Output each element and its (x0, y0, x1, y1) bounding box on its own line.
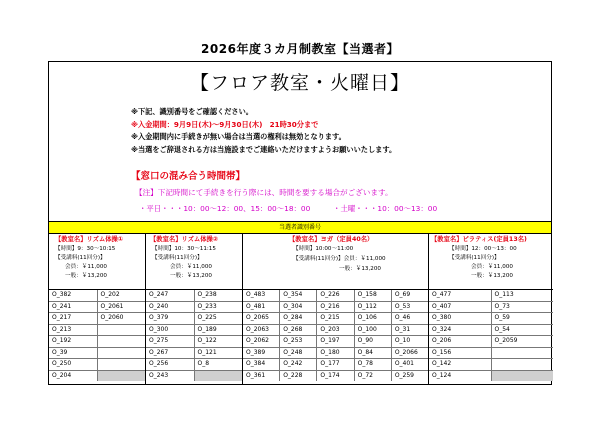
member-fee: 会員：￥11,000 (65, 264, 107, 270)
winner-id-cell: O_238 (197, 291, 217, 298)
winner-id-cell: O_304 (280, 302, 317, 313)
winner-id-cell: O_192 (49, 336, 98, 347)
notice-line: ※入金期間内に手続きが無い場合は当選の権利は無効となります。 (131, 132, 346, 141)
winner-id-cell (98, 371, 146, 382)
winner-id-cell (492, 348, 554, 359)
winner-id-cell: O_401 (394, 360, 414, 367)
table-row (146, 359, 242, 371)
winner-id-cell: O_213 (49, 325, 98, 336)
fee-label: 【受講料(11回分)】 (152, 255, 203, 261)
table-row (49, 313, 145, 325)
winner-id-cell: O_124 (429, 371, 492, 382)
winner-id-cell: O_477 (429, 290, 492, 301)
winner-id-cell: O_78 (355, 359, 392, 370)
winner-id-cell: O_259 (394, 371, 414, 379)
winner-id-cell: O_243 (146, 371, 195, 382)
winner-id-cell: O_268 (280, 325, 317, 336)
winner-id-cell: O_2066 (394, 348, 418, 356)
winner-id-cell: O_180 (317, 348, 354, 359)
winner-id-cell: O_54 (494, 325, 510, 333)
winner-id-cell: O_8 (197, 360, 210, 367)
class-info (146, 233, 242, 289)
class-name: 【教室名】ヨガ（定員40名） (289, 236, 374, 243)
winner-id-cell: O_2060 (100, 314, 124, 321)
winner-id-table (49, 289, 145, 381)
class-time: 【時間】10：30〜11:15 (152, 246, 216, 252)
winner-id-cell: O_100 (355, 325, 392, 336)
banner-title: 【フロア教室・火曜日】 (189, 72, 410, 94)
table-row (429, 371, 553, 382)
class-time: 【時間】10:00〜11:00 (293, 246, 354, 252)
class-time: 【時間】12：00〜13：00 (449, 246, 517, 252)
winner-id-cell: O_2065 (243, 313, 280, 324)
table-row (146, 371, 242, 382)
winner-id-cell: O_2062 (243, 336, 280, 347)
table-row (429, 325, 553, 337)
table-row (146, 302, 242, 314)
winner-id-table (146, 289, 242, 381)
winner-id-cell: O_10 (394, 337, 411, 344)
winner-id-cell: O_73 (494, 302, 510, 310)
winner-id-cell: O_197 (317, 336, 354, 347)
winner-id-cell: O_483 (243, 290, 280, 301)
winner-id-cell (98, 348, 146, 359)
winner-id-table (243, 289, 428, 381)
winner-id-cell: O_250 (49, 359, 98, 370)
winner-id-cell: O_300 (146, 325, 195, 336)
winner-id-cell: O_389 (243, 348, 280, 359)
notice-line: ※下記、識別番号をご確認ください。 (131, 107, 253, 116)
table-row (49, 348, 145, 360)
winner-id-cell: O_142 (429, 359, 492, 370)
winner-id-cell: O_226 (317, 290, 354, 301)
class-column (146, 233, 243, 385)
winner-id-cell: O_284 (280, 313, 317, 324)
notice-line: ※当選をご辞退される方は当施設までご連絡いただけますようお願いいたします。 (131, 144, 397, 154)
member-fee: 会員：￥11,000 (343, 256, 386, 262)
winner-id-cell: O_189 (197, 325, 217, 333)
fee-label: 【受講料(11回分)】 (293, 256, 344, 262)
payment-period-notice: ※入金期間：9月9日(木)〜9月30日(木) 21時30分まで (131, 119, 319, 129)
winner-id-cell: O_46 (394, 314, 411, 321)
winner-id-cell: O_247 (146, 290, 195, 301)
table-row (49, 336, 145, 348)
general-fee: 一般：￥13,200 (471, 273, 513, 279)
class-columns (49, 233, 551, 385)
table-row (429, 302, 553, 314)
class-info (49, 233, 145, 289)
winner-id-cell: O_481 (243, 302, 280, 313)
fee-label: 【受講料(11回分)】 (55, 255, 106, 261)
table-row (49, 290, 145, 302)
winner-id-cell: O_39 (49, 348, 98, 359)
winner-id-cell: O_202 (100, 291, 120, 298)
winner-id-cell: O_156 (429, 348, 492, 359)
class-time: 【時間】9：30〜10:15 (55, 246, 116, 252)
winner-id-cell: O_361 (243, 371, 280, 382)
winner-id-cell: O_72 (355, 371, 392, 382)
winner-sheet (48, 61, 552, 385)
winner-id-strip: 当選者識別番号 (49, 221, 551, 234)
fee-row (293, 255, 386, 264)
table-row (243, 302, 428, 314)
winner-id-cell (492, 359, 554, 370)
table-row (49, 325, 145, 337)
table-row (243, 325, 428, 337)
winner-id-cell: O_203 (317, 325, 354, 336)
class-name: 【教室名】ピラティス(定員13名) (431, 236, 527, 243)
winner-id-cell: O_106 (355, 313, 392, 324)
table-row (146, 348, 242, 360)
document-title: 2026年度３カ月制教室【当選者】 (201, 42, 399, 56)
winner-id-cell: O_275 (146, 336, 195, 347)
member-fee: 会員：￥11,000 (170, 264, 212, 270)
winner-id-cell: O_2059 (494, 337, 518, 344)
winner-id-cell: O_382 (49, 290, 98, 301)
table-row (49, 359, 145, 371)
member-fee: 会員：￥11,000 (471, 264, 513, 270)
winner-id-cell: O_324 (429, 325, 492, 336)
winner-id-cell: O_253 (280, 336, 317, 347)
winner-id-cell: O_69 (394, 291, 411, 298)
crowded-times (139, 203, 437, 214)
winner-id-cell: O_174 (317, 371, 354, 382)
table-row (243, 359, 428, 371)
table-row (429, 290, 553, 302)
winner-id-cell: O_240 (146, 302, 195, 313)
class-column (49, 233, 146, 385)
notice-list (131, 106, 396, 156)
winner-id-cell (98, 325, 146, 336)
winner-id-cell: O_354 (280, 290, 317, 301)
winner-id-cell: O_204 (49, 371, 98, 382)
table-row (49, 371, 145, 382)
winner-id-cell: O_84 (355, 348, 392, 359)
winner-id-cell (492, 371, 554, 382)
general-fee: 一般：￥13,200 (65, 273, 107, 279)
winner-id-cell: O_242 (280, 359, 317, 370)
table-row (146, 290, 242, 302)
class-info (243, 233, 428, 289)
winner-id-cell: O_217 (49, 313, 98, 324)
winner-id-cell: O_31 (394, 325, 411, 333)
winner-id-cell (195, 371, 243, 382)
winner-id-cell: O_59 (494, 314, 510, 321)
table-row (146, 325, 242, 337)
winner-id-cell: O_121 (197, 348, 217, 356)
winner-id-cell: O_228 (280, 371, 317, 382)
class-name: 【教室名】リズム体操② (150, 236, 219, 243)
table-row (243, 336, 428, 348)
winner-id-cell: O_53 (394, 302, 411, 310)
winner-id-cell: O_384 (243, 359, 280, 370)
winner-id-cell: O_2063 (243, 325, 280, 336)
winner-id-cell: O_90 (355, 336, 392, 347)
winner-id-cell: O_380 (429, 313, 492, 324)
general-fee: 一般：￥13,200 (339, 266, 381, 272)
table-row (49, 302, 145, 314)
winner-id-cell: O_2061 (100, 302, 124, 310)
class-column (429, 233, 553, 385)
winner-id-cell (98, 336, 146, 347)
caution-note: 【注】下記時間にて手続きを行う際には、時間を要する場合がございます。 (135, 188, 393, 197)
table-row (429, 336, 553, 348)
winner-id-cell: O_216 (317, 302, 354, 313)
table-row (243, 371, 428, 382)
winner-id-cell: O_248 (280, 348, 317, 359)
table-row (243, 290, 428, 302)
general-fee: 一般：￥13,200 (170, 273, 212, 279)
crowded-hours-heading: 【窓口の混み合う時間帯】 (131, 171, 246, 182)
table-row (429, 348, 553, 360)
table-row (429, 313, 553, 325)
class-info (429, 233, 553, 289)
table-row (146, 336, 242, 348)
winner-id-cell: O_241 (49, 302, 98, 313)
saturday-hours: ・土曜・・・10：00〜13：00 (333, 204, 438, 213)
table-row (146, 313, 242, 325)
winner-id-cell: O_158 (355, 290, 392, 301)
winner-id-cell: O_206 (429, 336, 492, 347)
table-row (243, 348, 428, 360)
winner-id-cell: O_215 (317, 313, 354, 324)
table-row (429, 359, 553, 371)
class-column (243, 233, 429, 385)
winner-id-cell: O_225 (197, 314, 217, 321)
winner-id-cell: O_267 (146, 348, 195, 359)
winner-id-cell: O_112 (355, 302, 392, 313)
winner-id-cell: O_407 (429, 302, 492, 313)
class-name: 【教室名】リズム体操① (55, 236, 124, 243)
winner-id-cell: O_122 (197, 337, 217, 344)
fee-label: 【受講料(11回分)】 (449, 255, 500, 261)
winner-id-cell: O_177 (317, 359, 354, 370)
winner-id-table (429, 289, 553, 381)
winner-id-cell: O_256 (146, 359, 195, 370)
winner-id-cell: O_233 (197, 302, 217, 310)
winner-id-cell: O_113 (494, 291, 514, 298)
table-row (243, 313, 428, 325)
weekday-hours: ・平日・・・10：00〜12：00、15：00〜18：00 (139, 204, 311, 213)
winner-id-cell (98, 359, 146, 370)
winner-id-cell: O_379 (146, 313, 195, 324)
